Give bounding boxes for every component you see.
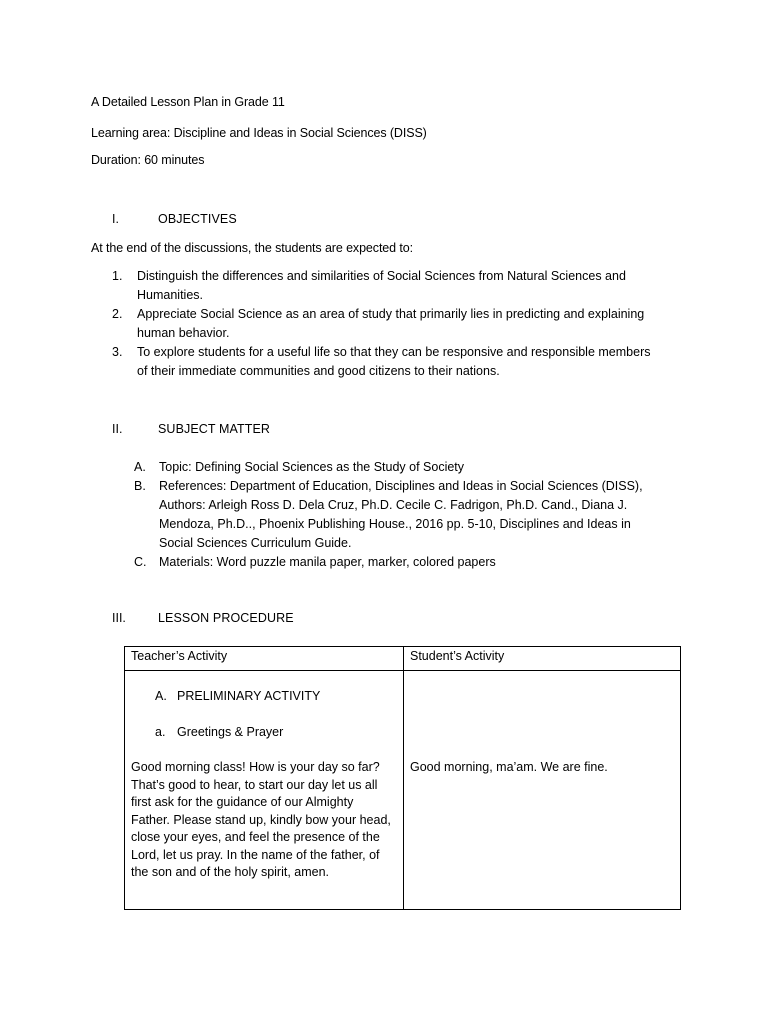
list-item-text: To explore students for a useful life so that they can be responsive and responsible members of their immediate communities and good citizens to their nations.: [137, 345, 651, 378]
list-marker: 2.: [112, 307, 123, 321]
list-item-text: Materials: Word puzzle manila paper, marker, colored papers: [159, 555, 496, 569]
student-activity-header: Student’s Activity: [410, 649, 505, 663]
list-item: [112, 305, 652, 343]
list-item-text: References: Department of Education, Disciplines and Ideas in Social Sciences (DISS), Authors: Arleigh Ross D. Dela Cruz, Ph.D. Cecile C. Fadrigon, Ph.D. Cand., Diana J. Mendoza, Ph.D.., Phoenix Publishing House., 2016 pp. 5-10, Disciplines and Ideas in Social Sciences Curriculum Guide.: [159, 479, 643, 550]
objectives-intro: At the end of the discussions, the students are expected to:: [91, 241, 413, 255]
list-marker: 3.: [112, 345, 123, 359]
list-marker: B.: [134, 479, 146, 493]
lesson-procedure-number: III.: [112, 611, 126, 625]
list-item-text: Distinguish the differences and similarities of Social Sciences from Natural Sciences and Humanities.: [137, 269, 626, 302]
learning-area: Learning area: Discipline and Ideas in Social Sciences (DISS): [91, 126, 427, 140]
subject-matter-number: II.: [112, 422, 123, 436]
teacher-activity-header: Teacher’s Activity: [131, 649, 228, 663]
list-item-text: Appreciate Social Science as an area of study that primarily lies in predicting and explaining human behavior.: [137, 307, 645, 340]
list-item: [112, 343, 652, 381]
list-marker: C.: [134, 555, 147, 569]
list-item-text: Topic: Defining Social Sciences as the Study of Society: [159, 460, 465, 474]
list-item: [134, 477, 664, 553]
objectives-heading: OBJECTIVES: [158, 212, 237, 226]
list-marker: 1.: [112, 269, 123, 283]
section-marker: A.: [155, 689, 167, 703]
objectives-list: [112, 267, 652, 381]
list-item: [134, 553, 664, 572]
subject-matter-list: [134, 458, 664, 572]
subsection-title: Greetings & Prayer: [177, 725, 284, 739]
document-title: A Detailed Lesson Plan in Grade 11: [91, 95, 285, 109]
lesson-procedure-table: [124, 646, 681, 910]
objectives-number: I.: [112, 212, 119, 226]
duration: Duration: 60 minutes: [91, 153, 205, 167]
table-column-divider: [403, 647, 404, 909]
student-response-text: Good morning, ma’am. We are fine.: [410, 760, 608, 774]
section-title: PRELIMINARY ACTIVITY: [177, 689, 321, 703]
subject-matter-heading: SUBJECT MATTER: [158, 422, 271, 436]
teacher-greeting-text: Good morning class! How is your day so far? That’s good to hear, to start our day let us all first ask for the guidance of our Almighty Father. Please stand up, kindly bow your head, close your eyes, and feel the presence of the Lord, let us pray. In the name of the father, of the son and of the holy spirit, amen.: [131, 760, 391, 879]
lesson-procedure-heading: LESSON PROCEDURE: [158, 611, 294, 625]
subsection-marker: a.: [155, 725, 166, 739]
list-item: [112, 267, 652, 305]
list-item: [134, 458, 664, 477]
list-marker: A.: [134, 460, 146, 474]
